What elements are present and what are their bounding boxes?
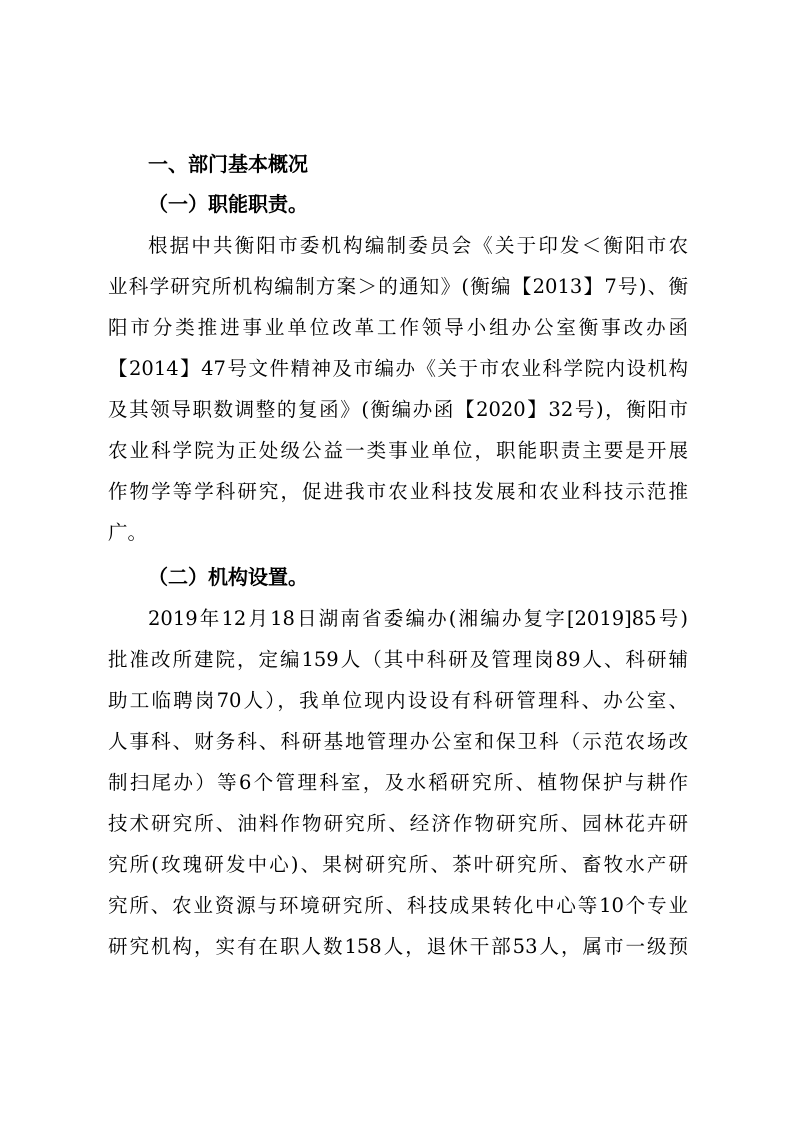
org-line-9: 研究机构，实有在职人数158人，退休干部53人，属市一级预 — [108, 935, 688, 958]
org-line-4: 人事科、财务科、科研基地管理办公室和保卫科（示范农场改 — [108, 730, 688, 753]
duties-line-3: 阳市分类推进事业单位改革工作领导小组办公室衡事改办函 — [108, 316, 688, 339]
org-line-2: 批准改所建院，定编159人（其中科研及管理岗89人、科研辅 — [108, 648, 688, 671]
duties-line-6: 农业科学院为正处级公益一类事业单位，职能职责主要是开展 — [108, 439, 688, 462]
org-line-6: 技术研究所、油料作物研究所、经济作物研究所、园林花卉研 — [108, 812, 688, 835]
duties-line-2: 业科学研究所机构编制方案＞的通知》(衡编【2013】7号)、衡 — [108, 275, 688, 298]
org-line-7: 究所(玫瑰研发中心)、果树研究所、茶叶研究所、畜牧水产研 — [108, 853, 688, 876]
duties-line-8: 广。 — [108, 521, 148, 544]
duties-line-4: 【2014】47号文件精神及市编办《关于市农业科学院内设机构 — [108, 357, 688, 380]
duties-heading: （一）职能职责。 — [148, 192, 308, 216]
duties-line-5: 及其领导职数调整的复函》(衡编办函【2020】32号)，衡阳市 — [108, 398, 688, 421]
org-line-5: 制扫尾办）等6个管理科室，及水稻研究所、植物保护与耕作 — [108, 771, 688, 794]
section-heading: 一、部门基本概况 — [148, 152, 308, 176]
org-heading: （二）机构设置。 — [148, 565, 308, 589]
org-line-3: 助工临聘岗70人），我单位现内设设有科研管理科、办公室、 — [108, 689, 688, 712]
duties-line-1: 根据中共衡阳市委机构编制委员会《关于印发＜衡阳市农 — [148, 234, 688, 257]
org-line-8: 究所、农业资源与环境研究所、科技成果转化中心等10个专业 — [108, 894, 688, 917]
org-line-1: 2019年12月18日湖南省委编办(湘编办复字[2019]85号) — [148, 607, 688, 630]
duties-line-7: 作物学等学科研究，促进我市农业科技发展和农业科技示范推 — [108, 480, 688, 503]
